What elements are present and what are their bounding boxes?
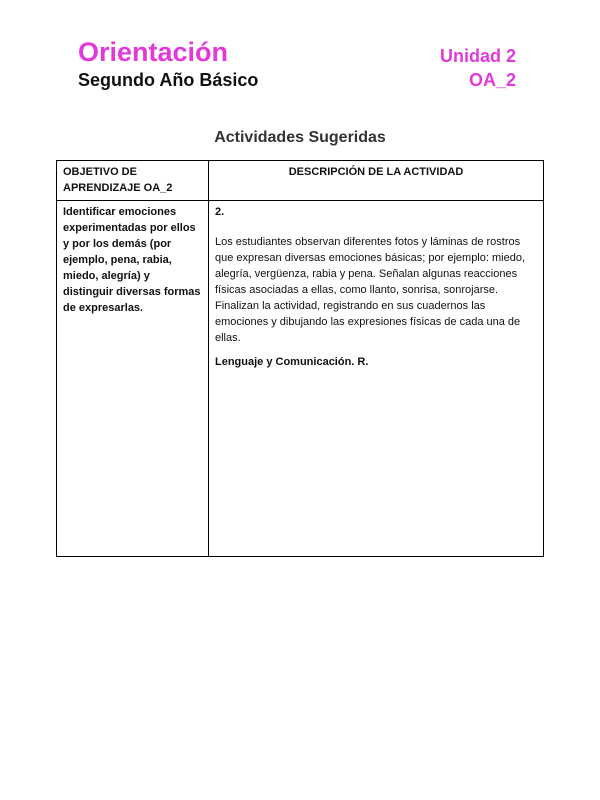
table-header-row bbox=[57, 161, 544, 201]
document-header bbox=[78, 36, 516, 94]
oa-code: OA_2 bbox=[468, 70, 516, 90]
unit-label: Unidad 2 bbox=[439, 46, 516, 66]
subject-title: Orientación bbox=[78, 37, 229, 67]
subject-connection: Lenguaje y Comunicación. R. bbox=[215, 356, 369, 368]
objective-cell bbox=[57, 201, 209, 557]
activities-table bbox=[56, 160, 544, 557]
description-column-header: DESCRIPCIÓN DE LA ACTIVIDAD bbox=[209, 161, 544, 201]
section-title: Actividades Sugeridas bbox=[214, 129, 386, 146]
objective-text: Identificar emociones experimentadas por ellos y por los demás (por ejemplo, pena, rabia, miedo, alegría) y distinguir diversas formas de expresarlas. bbox=[63, 206, 201, 314]
table-row bbox=[57, 201, 544, 557]
grade-level: Segundo Año Básico bbox=[78, 70, 259, 90]
objective-column-header: OBJETIVO DE APRENDIZAJE OA_2 bbox=[57, 161, 209, 201]
activity-number: 2. bbox=[215, 206, 225, 218]
activity-description: Los estudiantes observan diferentes fotos y láminas de rostros que expresan diversas emociones básicas; por ejemplo: miedo, alegría, vergüenza, rabia y pena. Señalan algunas reacciones físicas asociadas a ellas, como llanto, sonrisa, sonrojarse. Finalizan la actividad, registrando en sus cuadernos las emociones y dibujando las expresiones físicas de cada una de ellas. bbox=[215, 236, 525, 344]
description-cell bbox=[209, 201, 544, 557]
